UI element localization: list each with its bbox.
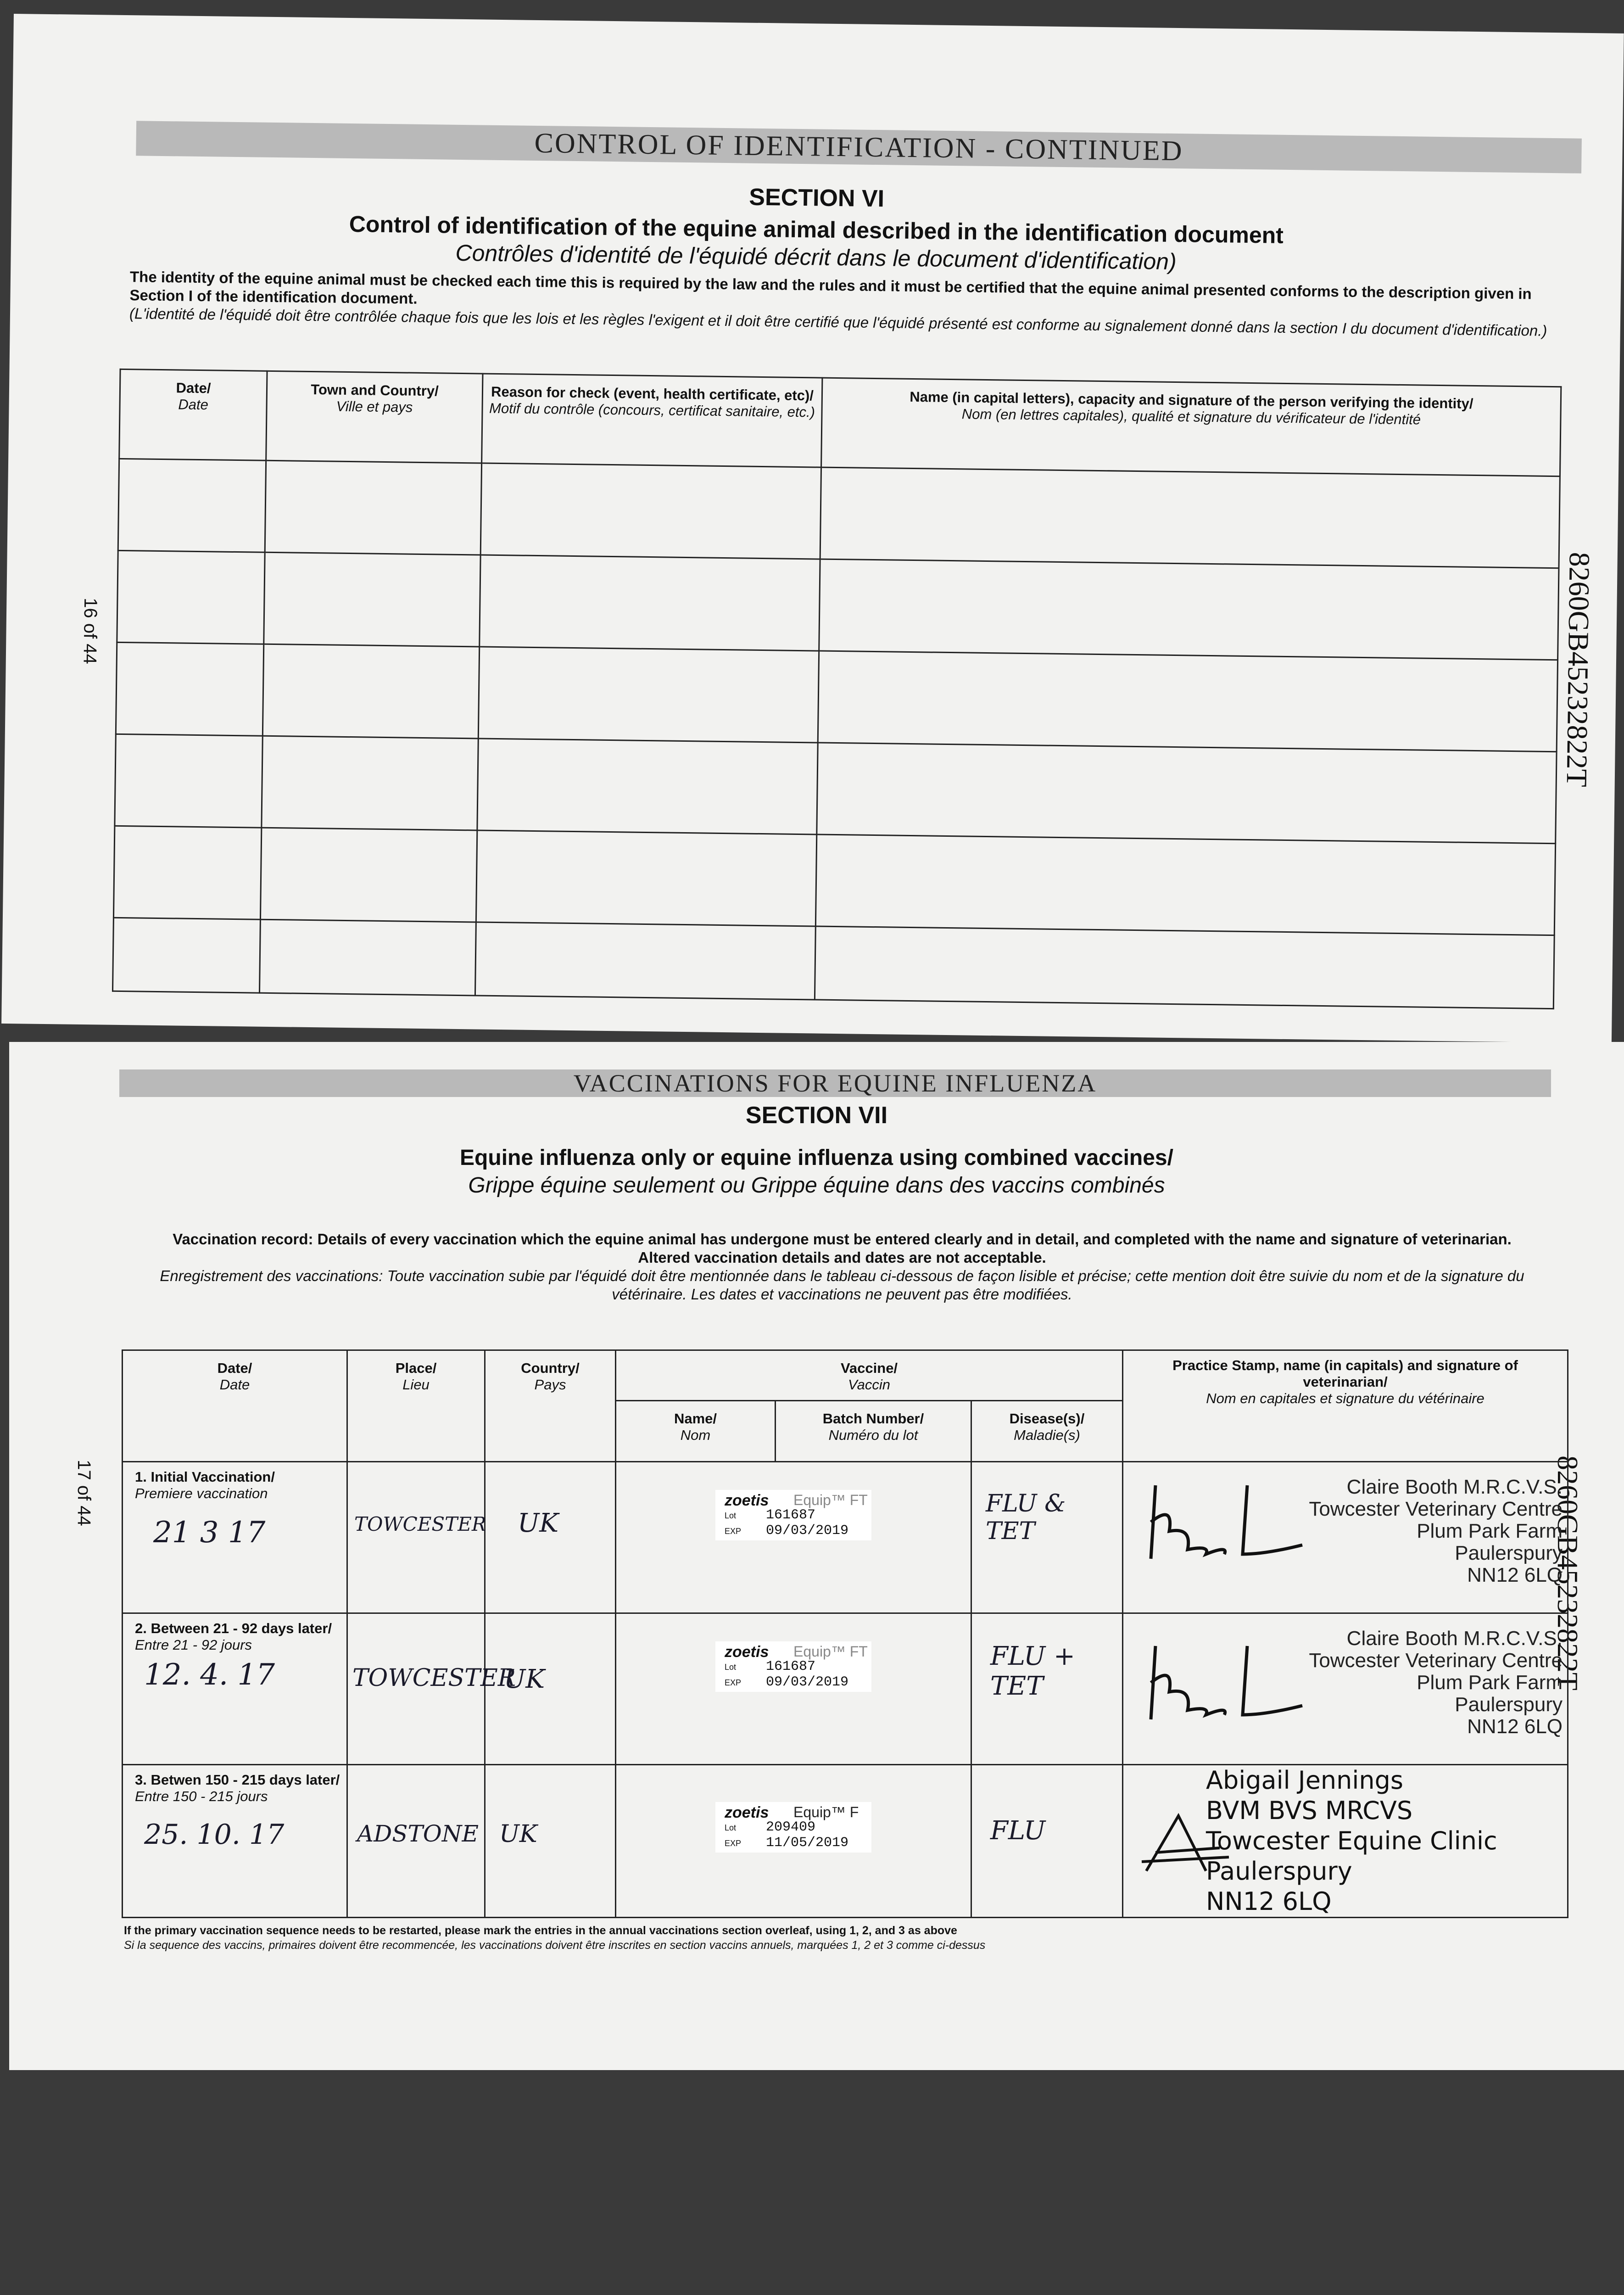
passport-reference: 8260GB45232822T — [1551, 1455, 1584, 1690]
page-number: 16 of 44 — [79, 598, 101, 665]
table-header-row — [123, 1350, 1568, 1401]
table-row — [117, 550, 1559, 660]
practice-stamp-cell — [1123, 1613, 1568, 1765]
table-cell[interactable] — [477, 739, 818, 834]
table-cell[interactable] — [117, 550, 265, 644]
footnote — [124, 1923, 1546, 1953]
place-cell[interactable]: TOWCESTER — [347, 1462, 485, 1613]
place-header: Place/ Lieu — [347, 1350, 485, 1462]
vaccine-sticker-cell — [616, 1462, 971, 1613]
section-title-en: Equine influenza only or equine influenza using combined vaccines/ — [460, 1146, 1173, 1170]
table-cell[interactable] — [820, 467, 1560, 568]
zoetis-logo: zoetis — [725, 1643, 769, 1661]
disease-cell[interactable]: FLU & TET — [971, 1462, 1123, 1613]
intro-en: The identity of the equine animal must be checked each time this is required by the law and the rules and it must be certified that the equine animal presented conforms to the description given in Section I of the identification document. — [129, 268, 1532, 307]
table-cell[interactable] — [116, 642, 263, 736]
identification-check-table — [112, 369, 1562, 1009]
record-en-1: Vaccination record: Details of every vaccination which the equine animal has undergone must be entered clearly and in detail, and completed with the name and signature of veterinarian. — [173, 1231, 1512, 1248]
table-cell[interactable] — [265, 460, 481, 555]
name-batch-header: Name/ Nom Batch Number/ Numéro du lot — [616, 1401, 971, 1462]
batch-number: 161687 — [766, 1507, 816, 1523]
handwritten-date: 25. 10. 17 — [144, 1819, 285, 1851]
table-cell[interactable] — [115, 734, 262, 828]
disease-cell[interactable]: FLU + TET — [971, 1613, 1123, 1765]
column-header: Reason for check (event, health certificate, etc)/ Motif du contrôle (concours, certificat sanitaire, etc.) — [482, 374, 822, 467]
practice-header: Practice Stamp, name (in capitals) and signature of veterinarian/ Nom en capitales et signature du vétérinaire — [1123, 1350, 1568, 1462]
page-16 — [1, 14, 1624, 1043]
table-cell[interactable] — [818, 651, 1557, 752]
practice-stamp-cell — [1123, 1765, 1568, 1918]
signature — [1137, 1807, 1238, 1880]
vaccine-sticker-cell — [616, 1765, 971, 1918]
section-heading: SECTION VII — [745, 1102, 888, 1129]
batch-number: 209409 — [766, 1819, 816, 1835]
handwritten-date: 21 3 17 — [153, 1516, 266, 1550]
country-header: Country/ Pays — [485, 1350, 616, 1462]
table-cell[interactable] — [260, 828, 477, 922]
table-cell[interactable] — [475, 922, 815, 1000]
vaccination-record-text — [124, 1230, 1560, 1304]
row-label-cell: 3. Betwen 150 - 215 days later/ Entre 150 - 215 jours 25. 10. 17 — [123, 1765, 347, 1918]
disease-cell[interactable]: FLU — [971, 1765, 1123, 1918]
table-header-row — [119, 369, 1561, 476]
disease-header: Disease(s)/ Maladie(s) — [971, 1401, 1123, 1462]
column-header: Town and Country/ Ville et pays — [266, 371, 483, 463]
table-cell[interactable] — [815, 926, 1554, 1009]
table-cell[interactable] — [262, 644, 479, 739]
vaccine-sticker: zoetis Equip™ FT Lot 161687 EXP 09/03/2019 — [715, 1490, 871, 1540]
section-banner: VACCINATIONS FOR EQUINE INFLUENZA — [119, 1069, 1551, 1097]
table-cell[interactable] — [262, 736, 478, 830]
vaccine-sticker: zoetis Equip™ FT Lot 161687 EXP 09/03/2019 — [715, 1641, 871, 1692]
vaccine-header: Vaccine/ Vaccin — [616, 1350, 1123, 1401]
footnote-fr: Si la sequence des vaccins, primaires doivent être recommencée, les vaccinations doivent être inscrites en section vaccins annuels, marquées 1, 2 et 3 comme ci-dessus — [124, 1939, 986, 1952]
row-label-cell: 2. Between 21 - 92 days later/ Entre 21 - 92 jours 12. 4. 17 — [123, 1613, 347, 1765]
table-cell[interactable] — [478, 647, 819, 743]
table-cell[interactable] — [259, 919, 476, 996]
table-cell[interactable] — [815, 834, 1555, 935]
section-heading: SECTION VI — [749, 184, 885, 213]
table-row — [113, 826, 1555, 935]
intro-fr: (L'identité de l'équidé doit être contrôlée chaque fois que les lois et les règles l'exigent et il doit être certifié que l'équidé présenté est conforme au signalement donné dans la section I du document d'identification.) — [129, 305, 1547, 339]
country-cell[interactable]: UK — [485, 1462, 616, 1613]
expiry-date: 09/03/2019 — [766, 1523, 849, 1539]
vaccine-sticker: zoetis Equip™ F Lot 209409 EXP 11/05/2019 — [715, 1802, 871, 1853]
table-row — [118, 459, 1560, 568]
signature — [1137, 1476, 1311, 1568]
expiry-date: 11/05/2019 — [766, 1835, 849, 1851]
vaccine-sticker-cell — [616, 1613, 971, 1765]
column-header: Date/ Date — [119, 369, 267, 460]
practice-stamp-cell — [1123, 1462, 1568, 1613]
intro-text — [129, 268, 1552, 340]
practice-stamp: Claire Booth M.R.C.V.S. Towcester Veterinary Centre Plum Park Farm Paulerspury NN12 6LQ — [1309, 1476, 1563, 1586]
practice-stamp: Claire Booth M.R.C.V.S. Towcester Veterinary Centre Plum Park Farm Paulerspury NN12 6LQ — [1309, 1627, 1563, 1738]
name-header: Name/ — [674, 1411, 717, 1427]
table-cell[interactable] — [480, 463, 821, 559]
practice-stamp: Abigail Jennings BVM BVS MRCVS Towcester Equine Clinic Paulerspury NN12 6LQ — [1206, 1766, 1497, 1916]
table-cell[interactable] — [113, 918, 261, 993]
section-title-fr: Grippe équine seulement ou Grippe équine dans des vaccins combinés — [468, 1173, 1165, 1198]
vaccination-row-1 — [123, 1462, 1568, 1613]
table-row — [115, 734, 1557, 843]
vaccination-table — [122, 1349, 1568, 1918]
vaccination-row-2 — [123, 1613, 1568, 1765]
batch-header: Batch Number/ — [822, 1411, 924, 1427]
table-cell[interactable] — [819, 559, 1559, 660]
page-number: 17 of 44 — [73, 1460, 94, 1526]
table-cell[interactable] — [264, 552, 480, 647]
section-banner: CONTROL OF IDENTIFICATION - CONTINUED — [136, 121, 1582, 173]
section-title-fr: Contrôles d'identité de l'équidé décrit dans le document d'identification) — [455, 240, 1177, 274]
zoetis-logo: zoetis — [725, 1804, 769, 1821]
row-label-cell: 1. Initial Vaccination/ Premiere vaccination 21 3 17 — [123, 1462, 347, 1613]
place-cell[interactable]: TOWCESTER — [347, 1613, 485, 1765]
table-row — [116, 642, 1557, 751]
record-fr: Enregistrement des vaccinations: Toute vaccination subie par l'équidé doit être mentionnée dans le tableau ci-dessous de façon lisible et précise; cette mention doit être suivie du nom et de la signature du vétérinaire. Les dates et vaccinations ne peuvent pas être modifiées. — [160, 1267, 1524, 1303]
country-cell[interactable]: UK — [485, 1613, 616, 1765]
footnote-en: If the primary vaccination sequence needs to be restarted, please mark the entries in the annual vaccinations section overleaf, using 1, 2, and 3 as above — [124, 1924, 957, 1937]
expiry-date: 09/03/2019 — [766, 1674, 849, 1690]
handwritten-date: 12. 4. 17 — [144, 1658, 275, 1692]
zoetis-logo: zoetis — [725, 1492, 769, 1509]
date-header: Date/ Date — [123, 1350, 347, 1462]
record-en-2: Altered vaccination details and dates are not acceptable. — [638, 1249, 1046, 1266]
column-header: Name (in capital letters), capacity and signature of the person verifying the identity/ Nom (en lettres capitales), qualité et signature du vérificateur de l'identité — [821, 378, 1561, 476]
signature — [1137, 1637, 1311, 1729]
batch-number: 161687 — [766, 1659, 816, 1674]
table-cell[interactable] — [480, 555, 820, 651]
section-title-en: Control of identification of the equine animal described in the identification document — [349, 211, 1284, 248]
page-17 — [9, 1042, 1624, 2070]
vaccination-row-3 — [123, 1765, 1568, 1918]
place-cell[interactable]: ADSTONE — [347, 1765, 485, 1918]
table-cell[interactable] — [476, 830, 816, 926]
passport-reference: 8260GB45232822T — [1560, 552, 1596, 788]
table-cell[interactable] — [118, 459, 266, 552]
table-cell[interactable] — [113, 826, 261, 919]
table-cell[interactable] — [817, 743, 1557, 844]
country-cell[interactable]: UK — [485, 1765, 616, 1918]
